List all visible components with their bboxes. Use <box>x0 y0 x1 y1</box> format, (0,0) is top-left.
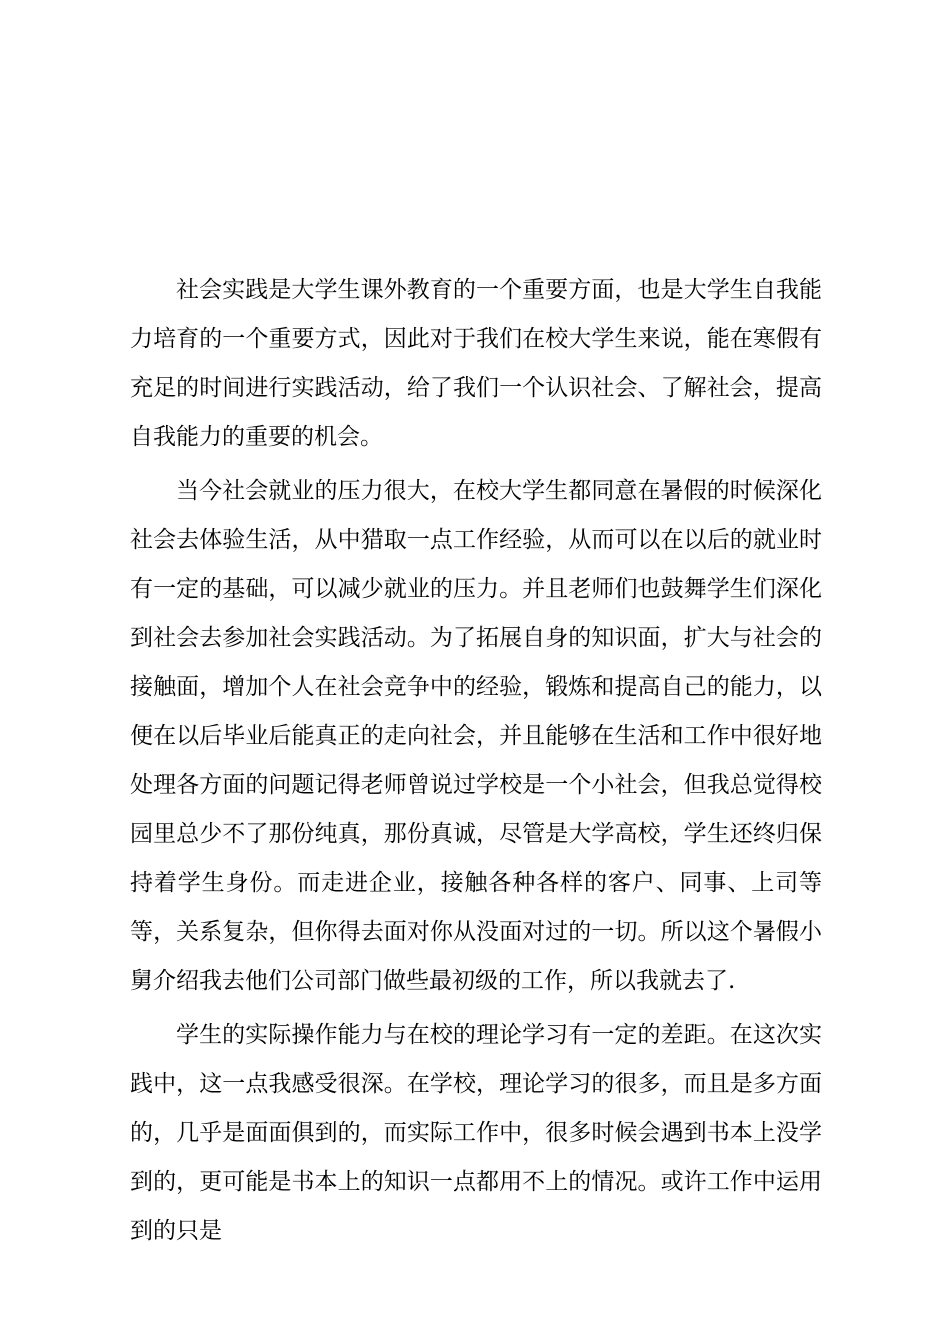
paragraph-3: 学生的实际操作能力与在校的理论学习有一定的差距。在这次实践中，这一点我感受很深。在学校，理论学习的很多，而且是多方面的，几乎是面面俱到的，而实际工作中，很多时候会遇到书本上没学到的，更可能是书本上的知识一点都用不上的情况。或许工作中运用到的只是 <box>130 1022 822 1244</box>
document-body <box>130 266 822 1261</box>
paragraph-2: 当今社会就业的压力很大，在校大学生都同意在暑假的时候深化社会去体验生活，从中猎取一点工作经验，从而可以在以后的就业时有一定的基础，可以减少就业的压力。并且老师们也鼓舞学生们深化到社会去参加社会实践活动。为了拓展自身的知识面，扩大与社会的接触面，增加个人在社会竞争中的经验，锻炼和提高自己的能力，以便在以后毕业后能真正的走向社会，并且能够在生活和工作中很好地处理各方面的问题记得老师曾说过学校是一个小社会，但我总觉得校园里总少不了那份纯真，那份真诚，尽管是大学高校，学生还终归保持着学生身份。而走进企业，接触各种各样的客户、同事、上司等等，关系复杂，但你得去面对你从没面对过的一切。所以这个暑假小舅介绍我去他们公司部门做些最初级的工作，所以我就去了. <box>130 478 822 994</box>
paragraph-1: 社会实践是大学生课外教育的一个重要方面，也是大学生自我能力培育的一个重要方式，因此对于我们在校大学生来说，能在寒假有充足的时间进行实践活动，给了我们一个认识社会、了解社会，提高自我能力的重要的机会。 <box>130 277 822 450</box>
